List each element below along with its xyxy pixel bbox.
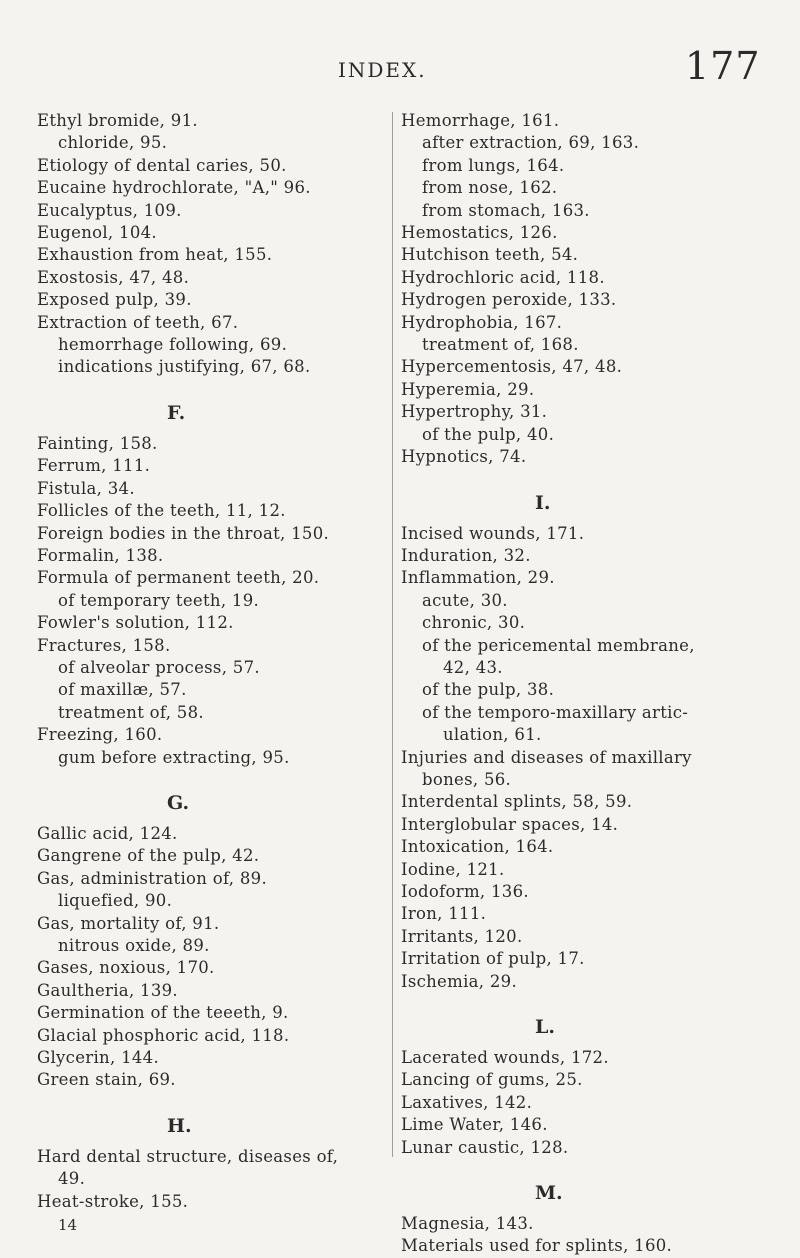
index-entry: Etiology of dental caries, 50.: [37, 155, 287, 175]
index-entry: Ischemia, 29.: [401, 971, 518, 991]
index-entry: Gangrene of the pulp, 42.: [37, 846, 260, 866]
index-subentry: treatment of, 168.: [422, 335, 579, 355]
index-entry: Materials used for splints, 160.: [401, 1236, 673, 1256]
index-entry: Induration, 32.: [401, 545, 531, 565]
index-entry: Germination of the teeeth, 9.: [37, 1003, 289, 1023]
index-subentry: of the pulp, 38.: [422, 680, 555, 700]
index-entry: Hydrogen peroxide, 133.: [401, 290, 617, 310]
index-entry: Gaultheria, 139.: [37, 980, 178, 1000]
index-entry: Gas, mortality of, 91.: [37, 913, 220, 933]
index-entry: Hutchison teeth, 54.: [401, 245, 579, 265]
index-subentry: hemorrhage following, 69.: [58, 335, 288, 355]
index-entry: Hard dental structure, diseases of,: [37, 1146, 339, 1166]
index-subentry: acute, 30.: [422, 590, 508, 610]
index-entry: Hyperemia, 29.: [401, 379, 535, 399]
index-subentry: of the pericemental membrane,: [422, 635, 695, 655]
index-entry: Lacerated wounds, 172.: [401, 1048, 609, 1068]
section-letter: H.: [167, 1114, 192, 1137]
index-subentry: chloride, 95.: [58, 133, 168, 153]
index-subentry: of alveolar process, 57.: [58, 657, 260, 677]
index-entry: Lime Water, 146.: [401, 1115, 548, 1135]
index-entry: Exposed pulp, 39.: [37, 290, 192, 310]
index-subentry: gum before extracting, 95.: [58, 747, 290, 767]
index-entry: Hemostatics, 126.: [401, 223, 558, 243]
index-entry: Follicles of the teeth, 11, 12.: [37, 501, 286, 521]
index-entry: Iron, 111.: [401, 904, 487, 924]
index-subentry: nitrous oxide, 89.: [58, 936, 210, 955]
index-entry: Gallic acid, 124.: [37, 823, 178, 843]
index-subentry: from nose, 162.: [422, 178, 558, 198]
index-subentry-continuation: 42, 43.: [443, 657, 503, 677]
index-entry: Ferrum, 111.: [37, 456, 151, 476]
index-entry: Interglobular spaces, 14.: [401, 814, 619, 834]
index-entry: Gas, administration of, 89.: [37, 868, 268, 888]
running-header: INDEX.: [338, 58, 427, 82]
index-subentry: liquefied, 90.: [58, 891, 173, 911]
index-entry: Irritants, 120.: [401, 926, 523, 946]
index-subentry: of temporary teeth, 19.: [58, 590, 260, 610]
index-entry: Laxatives, 142.: [401, 1092, 533, 1112]
index-entry: Eucaine hydrochlorate, "A," 96.: [37, 178, 311, 198]
index-entry: Green stain, 69.: [37, 1070, 176, 1090]
index-entry: Hypnotics, 74.: [401, 447, 527, 467]
index-entry: Interdental splints, 58, 59.: [401, 792, 633, 812]
index-subentry: of the pulp, 40.: [422, 424, 555, 444]
index-entry: Eucalyptus, 109.: [37, 200, 182, 220]
index-entry: Exostosis, 47, 48.: [37, 267, 190, 287]
index-entry: Iodoform, 136.: [401, 882, 529, 901]
index-entry: Eugenol, 104.: [37, 223, 157, 243]
index-entry: Formalin, 138.: [37, 545, 164, 565]
index-entry: Ethyl bromide, 91.: [37, 111, 198, 130]
section-letter: M.: [535, 1182, 563, 1205]
index-entry: Heat-stroke, 155.: [37, 1191, 189, 1211]
index-entry: Incised wounds, 171.: [401, 523, 585, 543]
index-entry: Gases, noxious, 170.: [37, 958, 215, 978]
index-entry: Irritation of pulp, 17.: [401, 949, 585, 969]
index-subentry: after extraction, 69, 163.: [422, 133, 640, 153]
section-letter: L.: [535, 1016, 555, 1039]
column-divider: [392, 112, 393, 1157]
index-subentry: indications justifying, 67, 68.: [58, 357, 311, 377]
index-entry: Exhaustion from heat, 155.: [37, 245, 273, 265]
index-entry: Glacial phosphoric acid, 118.: [37, 1025, 290, 1045]
section-letter: G.: [167, 791, 190, 814]
index-entry: Foreign bodies in the throat, 150.: [37, 523, 330, 543]
index-entry: Fainting, 158.: [37, 433, 158, 453]
index-entry: Hydrophobia, 167.: [401, 312, 563, 332]
index-column-right: [401, 110, 799, 1258]
index-entry: Lancing of gums, 25.: [401, 1070, 583, 1090]
index-subentry: of the temporo-maxillary artic-: [422, 702, 689, 722]
index-subentry: 49.: [58, 1169, 86, 1189]
index-entry: Glycerin, 144.: [37, 1048, 160, 1068]
index-subentry: from stomach, 163.: [422, 200, 590, 220]
index-subentry: of maxillæ, 57.: [58, 680, 187, 700]
signature-mark: 14: [58, 1216, 78, 1235]
page-number: 177: [685, 44, 761, 88]
index-column-left: [37, 110, 397, 1235]
index-entry: Injuries and diseases of maxillary: [401, 747, 692, 767]
index-entry: Freezing, 160.: [37, 725, 163, 745]
index-entry: Magnesia, 143.: [401, 1214, 534, 1234]
index-entry: Intoxication, 164.: [401, 837, 554, 857]
index-entry: Hydrochloric acid, 118.: [401, 267, 605, 287]
index-entry: Iodine, 121.: [401, 859, 505, 879]
index-subentry: chronic, 30.: [422, 613, 526, 633]
index-entry: Extraction of teeth, 67.: [37, 312, 239, 332]
index-subentry-continuation: ulation, 61.: [443, 725, 542, 745]
section-letter: F.: [167, 401, 186, 424]
index-entry: Hypercementosis, 47, 48.: [401, 357, 623, 377]
index-entry: Fistula, 34.: [37, 478, 135, 498]
index-entry: Hemorrhage, 161.: [401, 111, 560, 130]
index-entry: Hypertrophy, 31.: [401, 402, 548, 422]
index-subentry: from lungs, 164.: [422, 155, 565, 175]
index-entry: Lunar caustic, 128.: [401, 1137, 569, 1157]
index-entry: Formula of permanent teeth, 20.: [37, 568, 320, 588]
section-letter: I.: [535, 491, 551, 514]
index-entry: Inflammation, 29.: [401, 568, 555, 588]
index-entry: Fractures, 158.: [37, 635, 171, 655]
index-subentry: treatment of, 58.: [58, 702, 204, 722]
index-subentry: bones, 56.: [422, 769, 512, 789]
index-entry: Fowler's solution, 112.: [37, 613, 234, 633]
